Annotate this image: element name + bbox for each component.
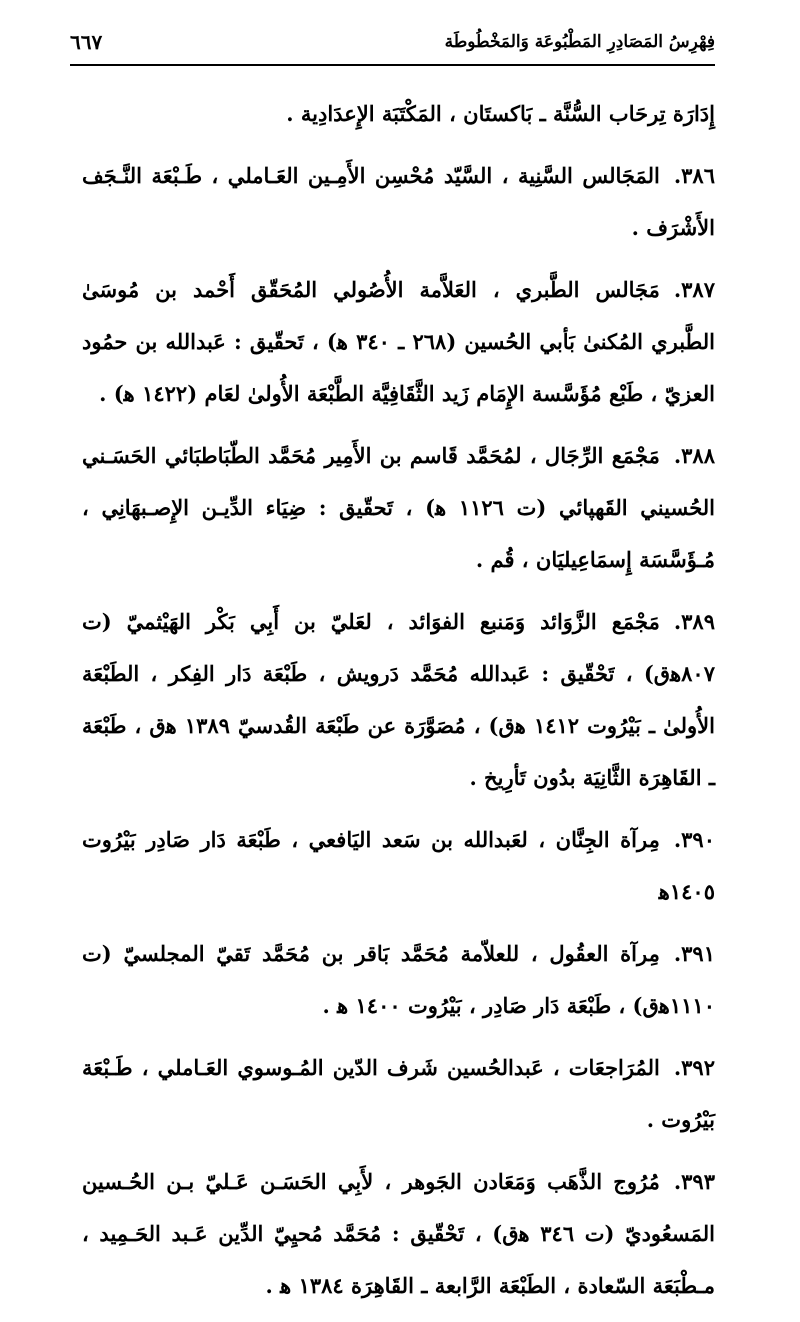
entry-text: مِرآة العقُول ، للعلاّمة مُحَمَّد بَاقر بن مُحَمَّد تَقيّ المجلسيّ (ت ١١١٠ﻫق) ، طَبْعَة دَار صَادِر ، بَيْرُوت ١٤٠٠ ﻫ . [82,941,715,1018]
page-number: ٦٦٧ [70,30,103,54]
entry-text: مَجَالس الطَّبري ، العَلاَّمة الأُصُولي المُحَقّق أَحْمد بن مُوسَىٰ الطَّبري المُكنىٰ بَأبي الحُسين (٢٦٨ ـ ٣٤٠ ﻫ) ، تَحقّيق : عَبدالله بن حمُود العزيّ ، طَبْع مُؤَسَّسة الإِمَام زَيد الثَّقَافِيَّة الطَّبْعَة الأُولىٰ لعَام (١٤٢٢ ﻫ) . [82,277,716,406]
running-title: فِهْرِسُ المَصَادِرِ المَطْبُوعَة وَالمَخْطُوطَة [444,32,715,52]
entry-number: ٣٩١. [673,941,715,966]
bibliography-entry-393 [82,1156,715,1312]
bibliography-entry-386 [82,150,715,254]
bibliography-entry-387 [82,264,715,420]
bibliography-entry-390 [82,814,715,918]
entry-text: مَجْمَع الزَّوَائد وَمَنبع الفوَائد ، لعَليّ بن أَبِي بَكْر الهَيْثميّ (ت ٨٠٧ﻫق) ، تَحْقّيق : عَبدالله مُحَمَّد دَرويش ، طَبْعَة دَار الفِكر ، الطَبْعَة الأُولىٰ ـ بَيْرُوت ١٤١٢ ﻫق) ، مُصَوَّرَة عن طَبْعَة القُدسيّ ١٣٨٩ ﻫق ، طَبْعَة ـ القَاهِرَة الثَّانِيَة بدُون تَأرِيخ . [82,609,715,790]
page-body [82,88,715,1322]
entry-number: ٣٩٢. [673,1055,715,1080]
entry-text: المُرَاجعَات ، عَبدالحُسين شَرف الدّين المُـوسوي العَـاملي ، طَـبْعَة بَيْرُوت . [82,1055,715,1132]
entry-text: مُرُوج الذَّهَب وَمَعَادن الجَوهر ، لأَبِي الحَسَـن عَـليّ بـن الحُـسين المَسعُوديّ (ت ٣٤٦ ﻫق) ، تَحْقّيق : مُحَمَّد مُحيِيّ الدِّين عَـبد الحَـمِيد ، مـطْبَعَة السّعادة ، الطَبْعَة الرَّابعة ـ القَاهِرَة ١٣٨٤ ﻫ . [82,1169,716,1298]
intro-line: إِدَارَة تِرحَاب السُّنَّة ـ بَاكستَان ، المَكْتَبَة الإِعدَادِية . [286,101,715,126]
bibliography-entry-389 [82,596,715,804]
entry-number: ٣٨٦. [673,163,715,188]
entry-number: ٣٨٩. [673,609,715,634]
page-header [70,28,715,68]
bibliography-entry-388 [82,430,715,586]
entry-text: مَجْمَع الرِّجَال ، لمُحَمَّد قَاسم بن الأَمِير مُحَمَّد الطّبَاطبَائي الحَسَـني الحُسيني القَهپائي (ت ١١٢٦ ﻫ) ، تَحقّيق : ضِيَاء الدِّيـن الإِصـبهَانِي ، مُـؤَسَّسَة إِسمَاعِيليَان ، قُم . [82,443,715,572]
entry-number: ٣٨٧. [673,277,715,302]
bibliography-entry-392 [82,1042,715,1146]
header-rule [70,64,715,66]
entry-number: ٣٩٣. [673,1169,715,1194]
entry-text: مِرآة الجِنَّان ، لعَبدالله بن سَعد اليَافعي ، طَبْعَة دَار صَادِر بَيْرُوت ١٤٠٥ﻫ [82,827,715,904]
entry-number: ٣٩٠. [673,827,715,852]
entry-text: المَجَالس السَّنِية ، السَّيّد مُحْسِن الأَمِـين العَـاملي ، طَـبْعَة النَّـجَف الأَشْرَف . [82,163,715,240]
bibliography-entry-391 [82,928,715,1032]
entry-number: ٣٨٨. [673,443,715,468]
